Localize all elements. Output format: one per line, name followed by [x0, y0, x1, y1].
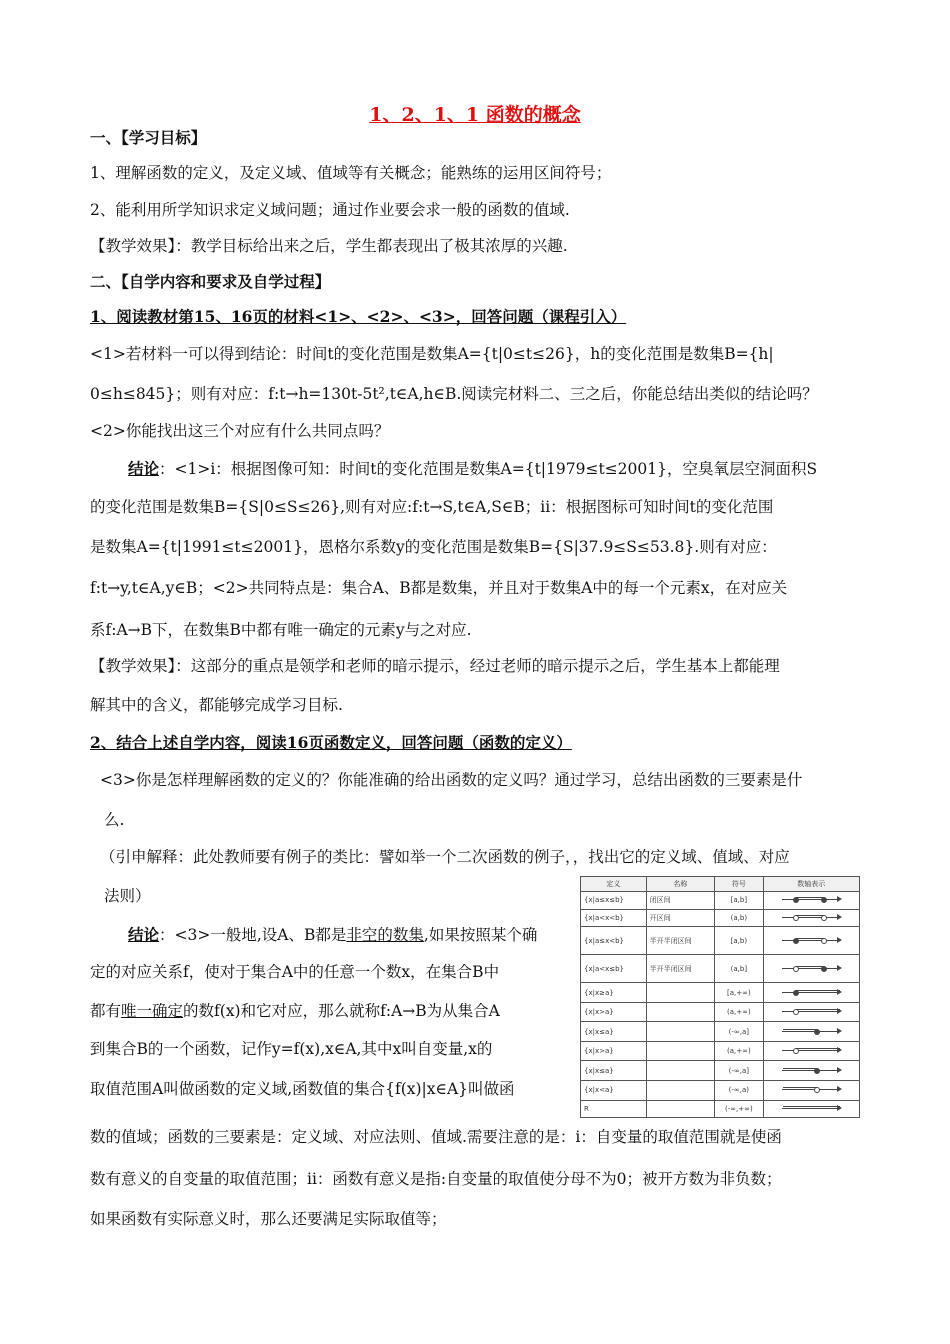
interval-segment	[796, 966, 824, 970]
table-row	[581, 1081, 860, 1101]
interval-segment	[783, 1029, 818, 1033]
conclusion-3-line-4: 到集合B的一个函数，记作y=f(x),x∈A,其中x叫自变量,x的	[90, 1040, 493, 1058]
table-cell-name: 闭区间	[646, 892, 714, 909]
table-cell-def: {x|x<a}	[581, 1081, 647, 1101]
table-cell-def: {x|a≤x<b}	[581, 926, 647, 954]
conclusion-1-line-5: 系f:A→B下，在数集B中都有唯一确定的元素y与之对应.	[90, 621, 472, 639]
conclusion-3-line-2: 定的对应关系f，使对于集合A中的任意一个数x，在集合B中	[90, 963, 500, 981]
conclusion-1-line-1: 结论：<1>i：根据图像可知：时间t的变化范围是数集A={t|1979≤t≤2001}，空臭氧层空洞面积S	[128, 459, 818, 478]
number-line-cell	[763, 955, 859, 983]
table-cell-sym: [a,b]	[715, 892, 764, 909]
endpoint-dot	[814, 1068, 820, 1074]
table-header-cell: 定义	[581, 877, 647, 892]
axis-arrow-icon	[837, 1067, 842, 1073]
subsection-2-heading: 2、结合上述自学内容，阅读16页函数定义，回答问题（函数的定义）	[90, 733, 572, 752]
table-header-cell: 符号	[715, 877, 764, 892]
endpoint-dot	[821, 897, 827, 903]
interval-segment	[796, 1009, 840, 1013]
conclusion-1-line-4: f:t→y,t∈A,y∈B；<2>共同特点是：集合A、B都是数集，并且对于数集A中的每一个元素x，在对应关	[90, 579, 788, 597]
endpoint-dot	[793, 990, 799, 996]
interval-segment	[796, 938, 824, 942]
table-row	[581, 1061, 860, 1081]
table-cell-def: {x|x≤a}	[581, 1022, 647, 1042]
number-line	[780, 1045, 842, 1057]
axis-arrow-icon	[837, 1086, 842, 1092]
endpoint-dot	[793, 897, 799, 903]
table-cell-def: {x|a≤x≤b}	[581, 892, 647, 909]
axis-arrow-icon	[837, 965, 842, 971]
table-cell-sym: (-∞,+∞)	[715, 1100, 764, 1117]
interval-segment	[796, 990, 840, 994]
conclusion-3-line-5: 取值范围A叫做函数的定义域,函数值的集合{f(x)|x∈A}叫做函	[90, 1080, 515, 1098]
interval-notation-table	[580, 876, 860, 1118]
interval-segment	[783, 1087, 818, 1091]
number-line	[780, 894, 842, 906]
interval-segment	[783, 1106, 840, 1110]
interval-segment	[796, 897, 824, 901]
number-line-cell	[763, 1081, 859, 1101]
number-line-cell	[763, 983, 859, 1003]
question-3-line-1: <3>你是怎样理解函数的定义的？你能准确的给出函数的定义吗？通过学习，总结出函数的三要素是什	[100, 771, 803, 789]
table-header-cell: 名称	[646, 877, 714, 892]
table-header-cell: 数轴表示	[763, 877, 859, 892]
table-cell-def: {x|x≥a}	[581, 983, 647, 1003]
endpoint-dot	[793, 1009, 799, 1015]
table-row	[581, 1041, 860, 1061]
table-cell-def: R	[581, 1100, 647, 1117]
table-cell-def: {x|a<x≤b}	[581, 955, 647, 983]
number-line-cell	[763, 892, 859, 909]
endpoint-dot	[814, 1029, 820, 1035]
number-line-cell	[763, 1022, 859, 1042]
number-line-cell	[763, 1061, 859, 1081]
conclusion-3-line-7: 数有意义的自变量的取值范围；ii：函数有意义是指:自变量的取值使分母不为0；被开方数为非负数；	[90, 1170, 782, 1188]
table-row	[581, 1100, 860, 1117]
table-row	[581, 892, 860, 909]
table-cell-name	[646, 1002, 714, 1022]
table-cell-sym: (-∞,a]	[715, 1061, 764, 1081]
table-row	[581, 955, 860, 983]
number-line	[780, 1065, 842, 1077]
table-cell-def: {x|x>a}	[581, 1002, 647, 1022]
conclusion-label: 结论	[128, 925, 160, 944]
conclusion-3-line-8: 如果函数有实际意义时，那么还要满足实际取值等；	[90, 1210, 447, 1228]
table-cell-name: 半开半闭区间	[646, 955, 714, 983]
goal-item-1: 1、理解函数的定义，及定义域、值域等有关概念；能熟练的运用区间符号；	[90, 164, 612, 182]
table-cell-sym: (-∞,a)	[715, 1081, 764, 1101]
paragraph-1-line-2: 0≤h≤845}；则有对应：f:t→h=130t-5t²,t∈A,h∈B.阅读完材料二、三之后，你能总结出类似的结论吗？	[90, 385, 818, 403]
conclusion-3-line-6: 数的值域；函数的三要素是：定义域、对应法则、值域.需要注意的是：i：自变量的取值范围就是使函	[90, 1128, 782, 1146]
table-cell-def: {x|x>a}	[581, 1041, 647, 1061]
axis-arrow-icon	[837, 914, 842, 920]
subsection-1-heading: 1、阅读教材第15、16页的材料<1>、<2>、<3>，回答问题（课程引入）	[90, 307, 627, 326]
table-cell-sym: [a,+∞)	[715, 983, 764, 1003]
number-line	[780, 912, 842, 924]
conclusion-3-line-3: 都有唯一确定的数f(x)和它对应，那么就称f:A→B为从集合A	[90, 1002, 500, 1020]
number-line	[780, 1006, 842, 1018]
number-line-cell	[763, 926, 859, 954]
question-3-line-2: 么.	[104, 811, 125, 829]
table-cell-def: {x|a<x<b}	[581, 909, 647, 926]
teaching-effect-1: 【教学效果】：教学目标给出来之后，学生都表现出了极其浓厚的兴趣.	[90, 237, 568, 255]
extension-line-1: （引申解释：此处教师要有例子的类比：譬如举一个二次函数的例子，，找出它的定义域、值域、对应	[100, 848, 790, 866]
endpoint-dot	[793, 915, 799, 921]
number-line	[780, 1084, 842, 1096]
interval-segment	[796, 1048, 840, 1052]
endpoint-dot	[821, 938, 827, 944]
table-cell-def: {x|x≤a}	[581, 1061, 647, 1081]
extension-line-2: 法则）	[104, 887, 151, 905]
table-cell-sym: (a,b]	[715, 955, 764, 983]
number-line	[780, 987, 842, 999]
number-line	[780, 963, 842, 975]
table-cell-sym: (-∞,a]	[715, 1022, 764, 1042]
table-cell-name	[646, 1081, 714, 1101]
table-cell-name	[646, 1022, 714, 1042]
table-cell-name	[646, 1041, 714, 1061]
number-line-cell	[763, 1002, 859, 1022]
number-line	[780, 1103, 842, 1115]
conclusion-1-line-3: 是数集A={t|1991≤t≤2001}，恩格尔系数y的变化范围是数集B={S|37.9≤S≤53.8}.则有对应：	[90, 538, 777, 556]
table-cell-name	[646, 1061, 714, 1081]
table-row	[581, 1022, 860, 1042]
number-line	[780, 935, 842, 947]
interval-segment	[783, 1068, 818, 1072]
axis-arrow-icon	[837, 937, 842, 943]
table-cell-name	[646, 983, 714, 1003]
endpoint-dot	[821, 966, 827, 972]
number-line-cell	[763, 909, 859, 926]
number-line-cell	[763, 1041, 859, 1061]
endpoint-dot	[793, 938, 799, 944]
endpoint-dot	[793, 966, 799, 972]
table-row	[581, 926, 860, 954]
paragraph-1-line-3: <2>你能找出这三个对应有什么共同点吗？	[90, 422, 390, 440]
page-title: 1、2、1、1 函数的概念	[369, 104, 581, 126]
endpoint-dot	[821, 915, 827, 921]
table-cell-name	[646, 1100, 714, 1117]
goal-item-2: 2、能利用所学知识求定义域问题；通过作业要会求一般的函数的值域.	[90, 201, 570, 219]
table-header-row	[581, 877, 860, 892]
conclusion-3-line-1: 结论：<3>一般地,设A、B都是非空的数集,如果按照某个确	[128, 925, 538, 944]
endpoint-dot	[793, 1048, 799, 1054]
teaching-effect-2-line-1: 【教学效果】：这部分的重点是领学和老师的暗示提示，经过老师的暗示提示之后，学生基本上都能理	[90, 657, 780, 675]
axis-arrow-icon	[837, 1028, 842, 1034]
table-cell-sym: (a,b)	[715, 909, 764, 926]
table-cell-name: 半开半闭区间	[646, 926, 714, 954]
table-row	[581, 909, 860, 926]
table-row	[581, 1002, 860, 1022]
table-cell-name: 开区间	[646, 909, 714, 926]
section1-heading: 一、【学习目标】	[90, 128, 207, 147]
section2-heading: 二、【自学内容和要求及自学过程】	[90, 272, 331, 291]
conclusion-1-line-2: 的变化范围是数集B={S|0≤S≤26},则有对应:f:t→S,t∈A,S∈B；ii：根据图标可知时间t的变化范围	[90, 498, 774, 516]
endpoint-dot	[814, 1087, 820, 1093]
paragraph-1-line-1: <1>若材料一可以得到结论：时间t的变化范围是数集A={t|0≤t≤26}，h的变化范围是数集B={h|	[90, 345, 774, 363]
table-cell-sym: [a,b)	[715, 926, 764, 954]
teaching-effect-2-line-2: 解其中的含义，都能够完成学习目标.	[90, 696, 343, 714]
table-cell-sym: (a,+∞)	[715, 1002, 764, 1022]
table-cell-sym: (a,+∞)	[715, 1041, 764, 1061]
number-line-cell	[763, 1100, 859, 1117]
interval-segment	[796, 915, 824, 919]
number-line	[780, 1026, 842, 1038]
axis-arrow-icon	[837, 896, 842, 902]
table-row	[581, 983, 860, 1003]
conclusion-label: 结论	[128, 459, 160, 478]
